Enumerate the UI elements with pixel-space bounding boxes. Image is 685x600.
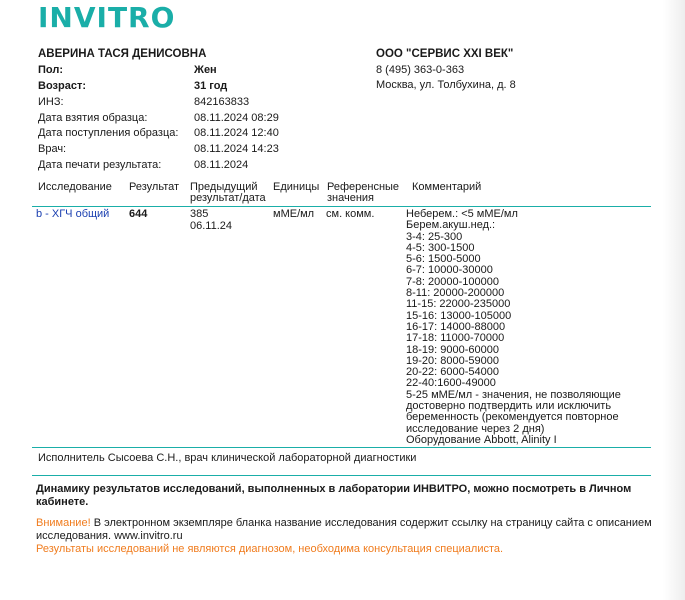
table-header-rule bbox=[32, 206, 651, 207]
comment-text bbox=[406, 209, 641, 446]
executor-text: Исполнитель Сысоева С.Н., врач клинической лабораторной диагностики bbox=[38, 452, 417, 464]
test-name-link[interactable]: b - ХГЧ общий bbox=[36, 208, 110, 220]
warning-label: Внимание! bbox=[36, 517, 91, 529]
patient-name: АВЕРИНА ТАСЯ ДЕНИСОВНА bbox=[38, 48, 207, 60]
header-test: Исследование bbox=[38, 181, 112, 193]
comment-line: 5-25 мМЕ/мл - значения, не позволяющие bbox=[406, 388, 621, 401]
comment-line: достоверно подтвердить или исключить bbox=[406, 400, 612, 413]
comment-line: беременность (рекомендуется повторное bbox=[406, 411, 619, 424]
table-row-rule bbox=[32, 447, 651, 448]
comment-line: 8-11: 20000-200000 bbox=[406, 287, 505, 300]
dynamics-notice: Динамику результатов исследований, выполненных в лаборатории ИНВИТРО, можно посмотреть в Личном кабинете. bbox=[36, 483, 632, 508]
comment-line: 6-7: 10000-30000 bbox=[406, 264, 493, 277]
comment-line: 16-17: 14000-88000 bbox=[406, 320, 506, 333]
header-previous-1: Предыдущий bbox=[190, 181, 258, 193]
sample-date-value: 08.11.2024 08:29 bbox=[194, 112, 279, 124]
doctor-value: 08.11.2024 14:23 bbox=[194, 143, 279, 155]
header-units: Единицы bbox=[273, 181, 320, 193]
inz-label: ИНЗ: bbox=[38, 96, 64, 108]
print-date-value: 08.11.2024 bbox=[194, 159, 249, 171]
invitro-logo: INVITRO bbox=[38, 1, 176, 34]
sex-label: Пол: bbox=[38, 64, 64, 76]
comment-line: 11-15: 22000-235000 bbox=[406, 298, 511, 311]
header-reference-1: Референсные bbox=[327, 181, 400, 193]
reference-value: см. комм. bbox=[326, 208, 375, 220]
previous-date: 06.11.24 bbox=[190, 220, 233, 232]
comment-line: исследование через 2 дня) bbox=[406, 422, 545, 435]
receipt-date-value: 08.11.2024 12:40 bbox=[194, 127, 279, 139]
previous-value: 385 bbox=[190, 208, 209, 220]
electronic-copy-notice bbox=[36, 517, 656, 543]
comment-line: 15-16: 13000-105000 bbox=[406, 309, 512, 322]
comment-line: 18-19: 9000-60000 bbox=[406, 343, 499, 356]
page-edge bbox=[663, 0, 685, 600]
header-previous-2: результат/дата bbox=[190, 192, 266, 204]
comment-line: 22-40:1600-49000 bbox=[406, 377, 496, 390]
age-label: Возраст: bbox=[38, 80, 86, 92]
disclaimer-text: Результаты исследований не являются диагнозом, необходима консультация специалиста. bbox=[36, 543, 504, 555]
comment-line: 19-20: 8000-59000 bbox=[406, 354, 499, 367]
lab-address: Москва, ул. Толбухина, д. 8 bbox=[376, 79, 516, 91]
header-reference-2: значения bbox=[327, 192, 375, 204]
comment-line: Оборудование Abbott, Alinity I bbox=[406, 433, 557, 446]
comment-line: Берем.акуш.нед.: bbox=[406, 219, 496, 232]
lab-phone: 8 (495) 363-0-363 bbox=[376, 64, 465, 76]
sample-date-label: Дата взятия образца: bbox=[38, 112, 148, 124]
comment-line: 17-18: 11000-70000 bbox=[406, 332, 505, 345]
comment-line: 4-5: 300-1500 bbox=[406, 241, 475, 254]
print-date-label: Дата печати результата: bbox=[38, 159, 162, 171]
receipt-date-label: Дата поступления образца: bbox=[38, 127, 179, 139]
comment-line: 7-8: 20000-100000 bbox=[406, 275, 499, 288]
comment-line: Неберем.: <5 мМЕ/мл bbox=[406, 208, 518, 220]
notice-text: В электронном экземпляре бланка название исследования содержит ссылку на страницу сайта с описанием исследования. www.invitro.ru bbox=[36, 517, 652, 542]
comment-line: 3-4: 25-300 bbox=[406, 230, 463, 243]
result-value: 644 bbox=[129, 208, 148, 220]
age-value: 31 год bbox=[194, 80, 228, 92]
header-result: Результат bbox=[129, 181, 180, 193]
lab-name: ООО "СЕРВИС XXI ВЕК" bbox=[376, 48, 514, 60]
inz-value: 842163833 bbox=[194, 96, 250, 108]
header-comment: Комментарий bbox=[412, 181, 482, 193]
comment-line: 5-6: 1500-5000 bbox=[406, 253, 481, 266]
sex-value: Жен bbox=[194, 64, 217, 76]
executor-rule bbox=[32, 475, 651, 476]
units-value: мМЕ/мл bbox=[273, 208, 315, 220]
doctor-label: Врач: bbox=[38, 143, 67, 155]
comment-line: 20-22: 6000-54000 bbox=[406, 366, 499, 379]
